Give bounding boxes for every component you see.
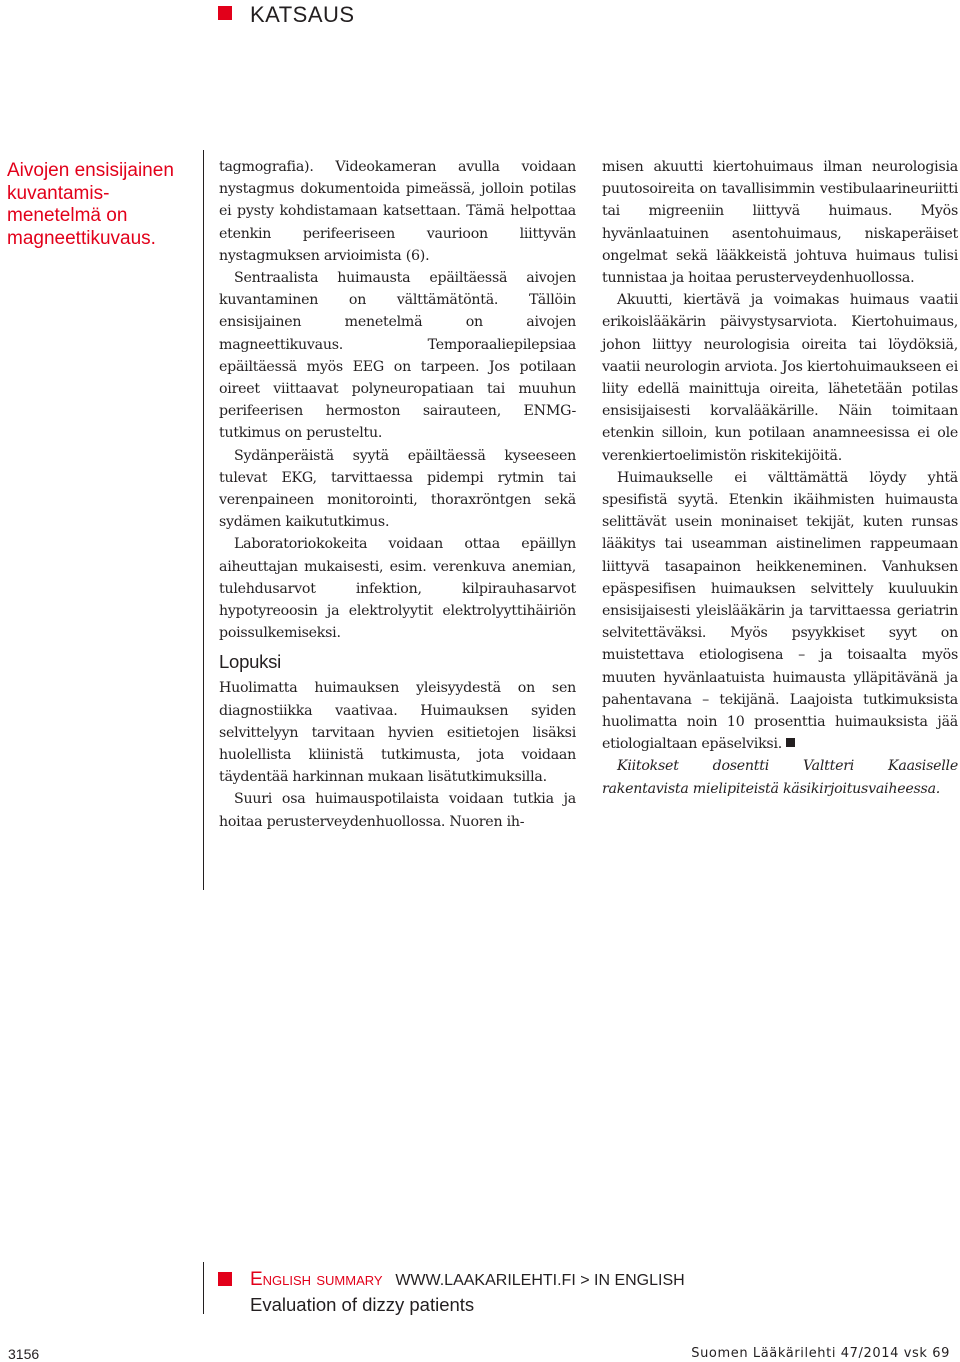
summary-label: English summary: [250, 1269, 383, 1290]
end-of-article-icon: [786, 738, 795, 747]
paragraph: Sydänperäistä syytä epäiltäessä kyseeseen tulevat EKG, tarvittaessa pidempi rytmin tai verenpaineen monitorointi, thoraxröntgen sekä sydämen kaikututkimus.: [219, 447, 576, 531]
text-column-left: [219, 156, 576, 833]
paragraph: [602, 467, 958, 756]
paragraph: Sentraalista huimausta epäiltäessä aivojen kuvantaminen on välttämätöntä. Tällöin ensisijainen menetelmä on aivojen magneettikuvaus. Temporaaliepilepsiaa epäiltäessä myös EEG on tarpeen. Jos potilaan oireet viittaavat polyneuropatiaan tai muuhun perifeerisen hermoston sairauteen, ENMG-tutkimus on perusteltu.: [219, 270, 576, 442]
paragraph: Akuutti, kiertävä ja voimakas huimaus vaatii erikoislääkärin päivystysarviota. Kiertohuimaus, johon liittyy neurologisia oireita tai löydöksiä, vaatii neurologin arviota. Jos kiertohuimaukseen ei liity edellä mainittuja oireita, lähetetään potilas ensisijaisesti korvalääkärille. Näin toimitaan etenkin silloin, kun potilaan anamneesissa ei ole verenkiertoelimistön riskitekijöitä.: [602, 292, 958, 464]
paragraph: Suuri osa huimauspotilaista voidaan tutkia ja hoitaa perusterveydenhuollossa. Nuoren ih-: [219, 791, 576, 830]
summary-link[interactable]: WWW.LAAKARILEHTI.FI > IN ENGLISH: [395, 1272, 685, 1289]
paragraph: Laboratoriokokeita voidaan ottaa epäillyn aiheuttajan mukaisesti, esim. verenkuva anemian, tulehdusarvot infektion, kilpirauhasarvot hypotyreoosin ja elektrolyytit elektrolyyttihäiriön poissulkemiseksi.: [219, 536, 576, 642]
journal-info: Suomen Lääkärilehti 47/2014 vsk 69: [691, 1346, 950, 1361]
section-label: KATSAUS: [250, 2, 355, 27]
column-divider: [203, 150, 204, 890]
paragraph: Huolimatta huimauksen yleisyydestä on sen diagnostiikka vaativaa. Huimauksen syiden selvittelyyn tarvitaan hyvien esitietojen lisäksi huolellista kliinistä tutkimusta, jota voidaan täydentää harkinnan mukaan lisätutkimuksilla.: [219, 680, 576, 786]
summary-divider: [203, 1262, 204, 1314]
english-summary: [250, 1269, 685, 1318]
summary-title: Evaluation of dizzy patients: [250, 1294, 475, 1315]
acknowledgements: Kiitokset dosentti Valtteri Kaasiselle rakentavista mielipiteistä käsikirjoitusvaiheessa.: [602, 758, 958, 797]
paragraph: tagmografia). Videokameran avulla voidaan nystagmus dokumentoida pimeässä, jolloin potilas ei pysty kohdistamaan katsettaan. Tämä helpottaa etenkin perifeeriseen vaurioon liittyvän nystagmuksen arvioimista (6).: [219, 159, 576, 264]
paragraph: misen akuutti kiertohuimaus ilman neurologisia puutosoireita on tavallisimmin vestibulaarineuriitti tai migreeniin liittyvä huimaus. Myös hyvänlaatuinen asentohuimaus, niskaperäiset ongelmat sekä lääkkeistä johtuva huimaus tulisi tunnistaa ja hoitaa perusterveydenhuollossa.: [602, 159, 958, 287]
summary-marker-icon: [218, 1272, 232, 1286]
page-number: 3156: [8, 1346, 40, 1362]
paragraph-text: Huimaukselle ei välttämättä löydy yhtä spesifistä syytä. Etenkin ikäihmisten huimausta selittävät usein moninaiset tekijät, kuten runsas lääkitys tai useamman aistinelimen rappeumaan liittyvä tasapainon heikkeneminen. Vanhuksen epäspesifisen huimauksen selvittely kuuluukin ensisijaisesti yleislääkärin ja tarvittaessa geriatrin selvitettäväksi. Myös psyykkiset syyt on muistettava etiologisena – ja toisaalta myös muuten hyvänlaatuista huimausta ylläpitävänä ja pahentavana – tekijänä. Laajoista tutkimuksista huolimatta noin 10 prosenttia huimauksista jää etiologialtaan epäselviksi.: [602, 469, 958, 753]
pull-quote: Aivojen ensisijainen kuvantamismenetelmä on magneettikuvaus.: [7, 160, 174, 249]
text-column-right: [602, 156, 958, 800]
section-marker-icon: [218, 6, 232, 20]
section-heading: Lopuksi: [219, 651, 282, 673]
